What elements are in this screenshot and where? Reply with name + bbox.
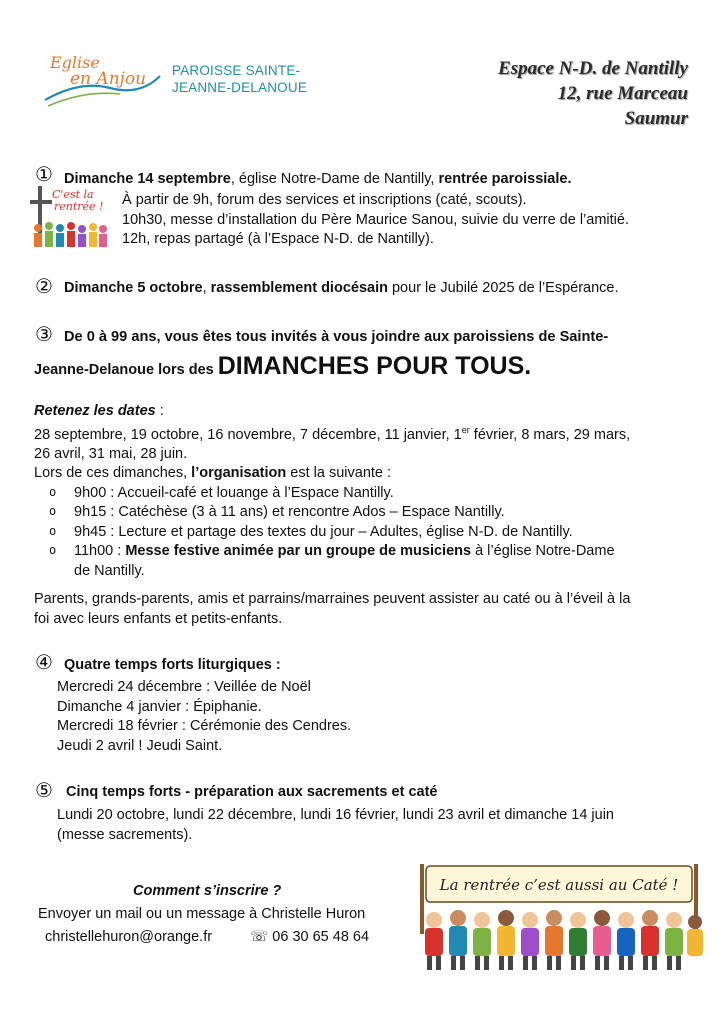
dates-block xyxy=(34,402,630,464)
organisation-intro-c: est la suivante : xyxy=(286,465,392,481)
parish-line-1: PAROISSE SAINTE- xyxy=(172,63,301,78)
logo-script-1: Eglise xyxy=(50,53,100,72)
dates-line-1 xyxy=(34,421,630,445)
inscription-line-1: Envoyer un mail ou un message à Christelle Huron xyxy=(38,906,366,922)
list-item: Dimanche 4 janvier : Épiphanie. xyxy=(57,698,262,715)
list-item: o 9h45 : Lecture et partage des textes du jour – Adultes, église N-D. de Nantilly. xyxy=(34,523,694,543)
cate-banner-image xyxy=(412,858,708,974)
image-text-2: rentrée ! xyxy=(54,200,104,213)
item4-time: 11h00 : xyxy=(74,543,126,559)
children-cross-icon xyxy=(30,178,110,252)
number-5: ⑤ xyxy=(35,778,53,802)
section5-title: Cinq temps forts - préparation aux sacrements et caté xyxy=(66,784,438,800)
item4-bold: Messe festive animée par un groupe de musiciens xyxy=(125,543,472,559)
section1-line-3: 12h, repas partagé (à l’Espace N-D. de Nantilly). xyxy=(122,231,434,247)
section3-line-2-text: Jeanne-Delanoue lors des xyxy=(34,362,218,378)
section5-line-2: (messe sacrements). xyxy=(57,826,193,843)
rentree-image xyxy=(30,178,110,252)
address-block xyxy=(498,56,688,131)
parents-line-2: foi avec leurs enfants et petits-enfants. xyxy=(34,610,283,627)
address-line-2: 12, rue Marceau xyxy=(557,83,688,104)
parents-paragraph xyxy=(34,590,694,629)
section2-text xyxy=(64,280,619,296)
section2-rest: pour le Jubilé 2025 de l’Espérance. xyxy=(387,280,619,296)
number-3: ③ xyxy=(35,322,53,346)
item4-rest: à l’église Notre-Dame xyxy=(471,543,615,559)
logo-swirl-icon xyxy=(40,50,165,112)
list-item: o 9h00 : Accueil-café et louange à l’Espace Nantilly. xyxy=(34,484,694,504)
list-item: Jeudi 2 avril ! Jeudi Saint. xyxy=(57,737,223,754)
section5-text xyxy=(57,806,614,845)
organisation-intro xyxy=(34,464,694,484)
section1-event: rentrée paroissiale. xyxy=(438,171,572,187)
logo-script-2: en Anjou xyxy=(70,69,147,89)
inscription-title: Comment s’inscrire ? xyxy=(133,883,282,899)
number-4: ④ xyxy=(35,650,53,674)
dates-line-1-a: 28 septembre, 19 octobre, 16 novembre, 7 décembre, 11 janvier, 1 xyxy=(34,426,462,443)
contact-line xyxy=(45,929,369,945)
dates-sup: er xyxy=(461,425,470,435)
diocese-logo xyxy=(40,50,165,112)
section2-date: Dimanche 5 octobre xyxy=(64,280,203,296)
email-link[interactable]: christellehuron@orange.fr xyxy=(45,929,213,945)
section1-date: Dimanche 14 septembre xyxy=(64,171,231,187)
list-item: Mercredi 18 février : Cérémonie des Cendres. xyxy=(57,718,352,734)
section2-bold: rassemblement diocésain xyxy=(210,280,388,296)
phone-icon: ☏ xyxy=(250,929,269,945)
parents-line-1: Parents, grands-parents, amis et parrains/marraines peuvent assister au caté ou à l’éveil à la xyxy=(34,591,631,607)
list-item: o 9h15 : Catéchèse (3 à 11 ans) et rencontre Ados – Espace Nantilly. xyxy=(34,503,694,523)
dates-label: Retenez les dates xyxy=(34,403,156,419)
organisation-intro-a: Lors de ces dimanches, xyxy=(34,465,192,481)
list-item: Mercredi 24 décembre : Veillée de Noël xyxy=(57,679,311,695)
list-item xyxy=(34,542,694,581)
number-1: ① xyxy=(35,162,53,186)
section5-line-1: Lundi 20 octobre, lundi 22 décembre, lundi 16 février, lundi 23 avril et dimanche 14 juin xyxy=(57,807,614,823)
section1-line-1: À partir de 9h, forum des services et inscriptions (caté, scouts). xyxy=(122,192,527,208)
organisation-block xyxy=(34,464,694,629)
dates-colon: : xyxy=(155,403,164,419)
section1-place: , église Notre-Dame de Nantilly, xyxy=(230,171,439,187)
section4-title: Quatre temps forts liturgiques : xyxy=(64,657,281,673)
section2-sep: , xyxy=(202,280,211,296)
section3-line-1: De 0 à 99 ans, vous êtes tous invités à vous joindre aux paroissiens de Sainte- xyxy=(64,329,609,345)
section1-title xyxy=(64,171,571,187)
section3-big-title: DIMANCHES POUR TOUS. xyxy=(217,352,532,380)
parish-name xyxy=(172,62,307,96)
children-banner-icon xyxy=(412,858,708,974)
organisation-intro-b: l’organisation xyxy=(191,465,287,481)
dates-line-1-b: février, 8 mars, 29 mars, xyxy=(469,426,631,443)
item4-end: de Nantilly. xyxy=(74,562,145,579)
section1-details xyxy=(122,191,629,250)
phone-number: 06 30 65 48 64 xyxy=(272,929,370,945)
banner-text: La rentrée c’est aussi au Caté ! xyxy=(439,876,679,894)
image-text-1: C'est la xyxy=(52,188,94,201)
dates-line-2: 26 avril, 31 mai, 28 juin. xyxy=(34,445,188,462)
section3-line-2 xyxy=(34,352,531,381)
address-line-3: Saumur xyxy=(624,108,688,129)
parish-line-2: JEANNE-DELANOUE xyxy=(172,80,308,95)
address-line-1: Espace N-D. de Nantilly xyxy=(498,58,688,79)
section4-list xyxy=(57,678,351,756)
schedule-list xyxy=(34,484,694,582)
section1-line-2: 10h30, messe d’installation du Père Maurice Sanou, suivie du verre de l’amitié. xyxy=(122,211,629,228)
number-2: ② xyxy=(35,274,53,298)
